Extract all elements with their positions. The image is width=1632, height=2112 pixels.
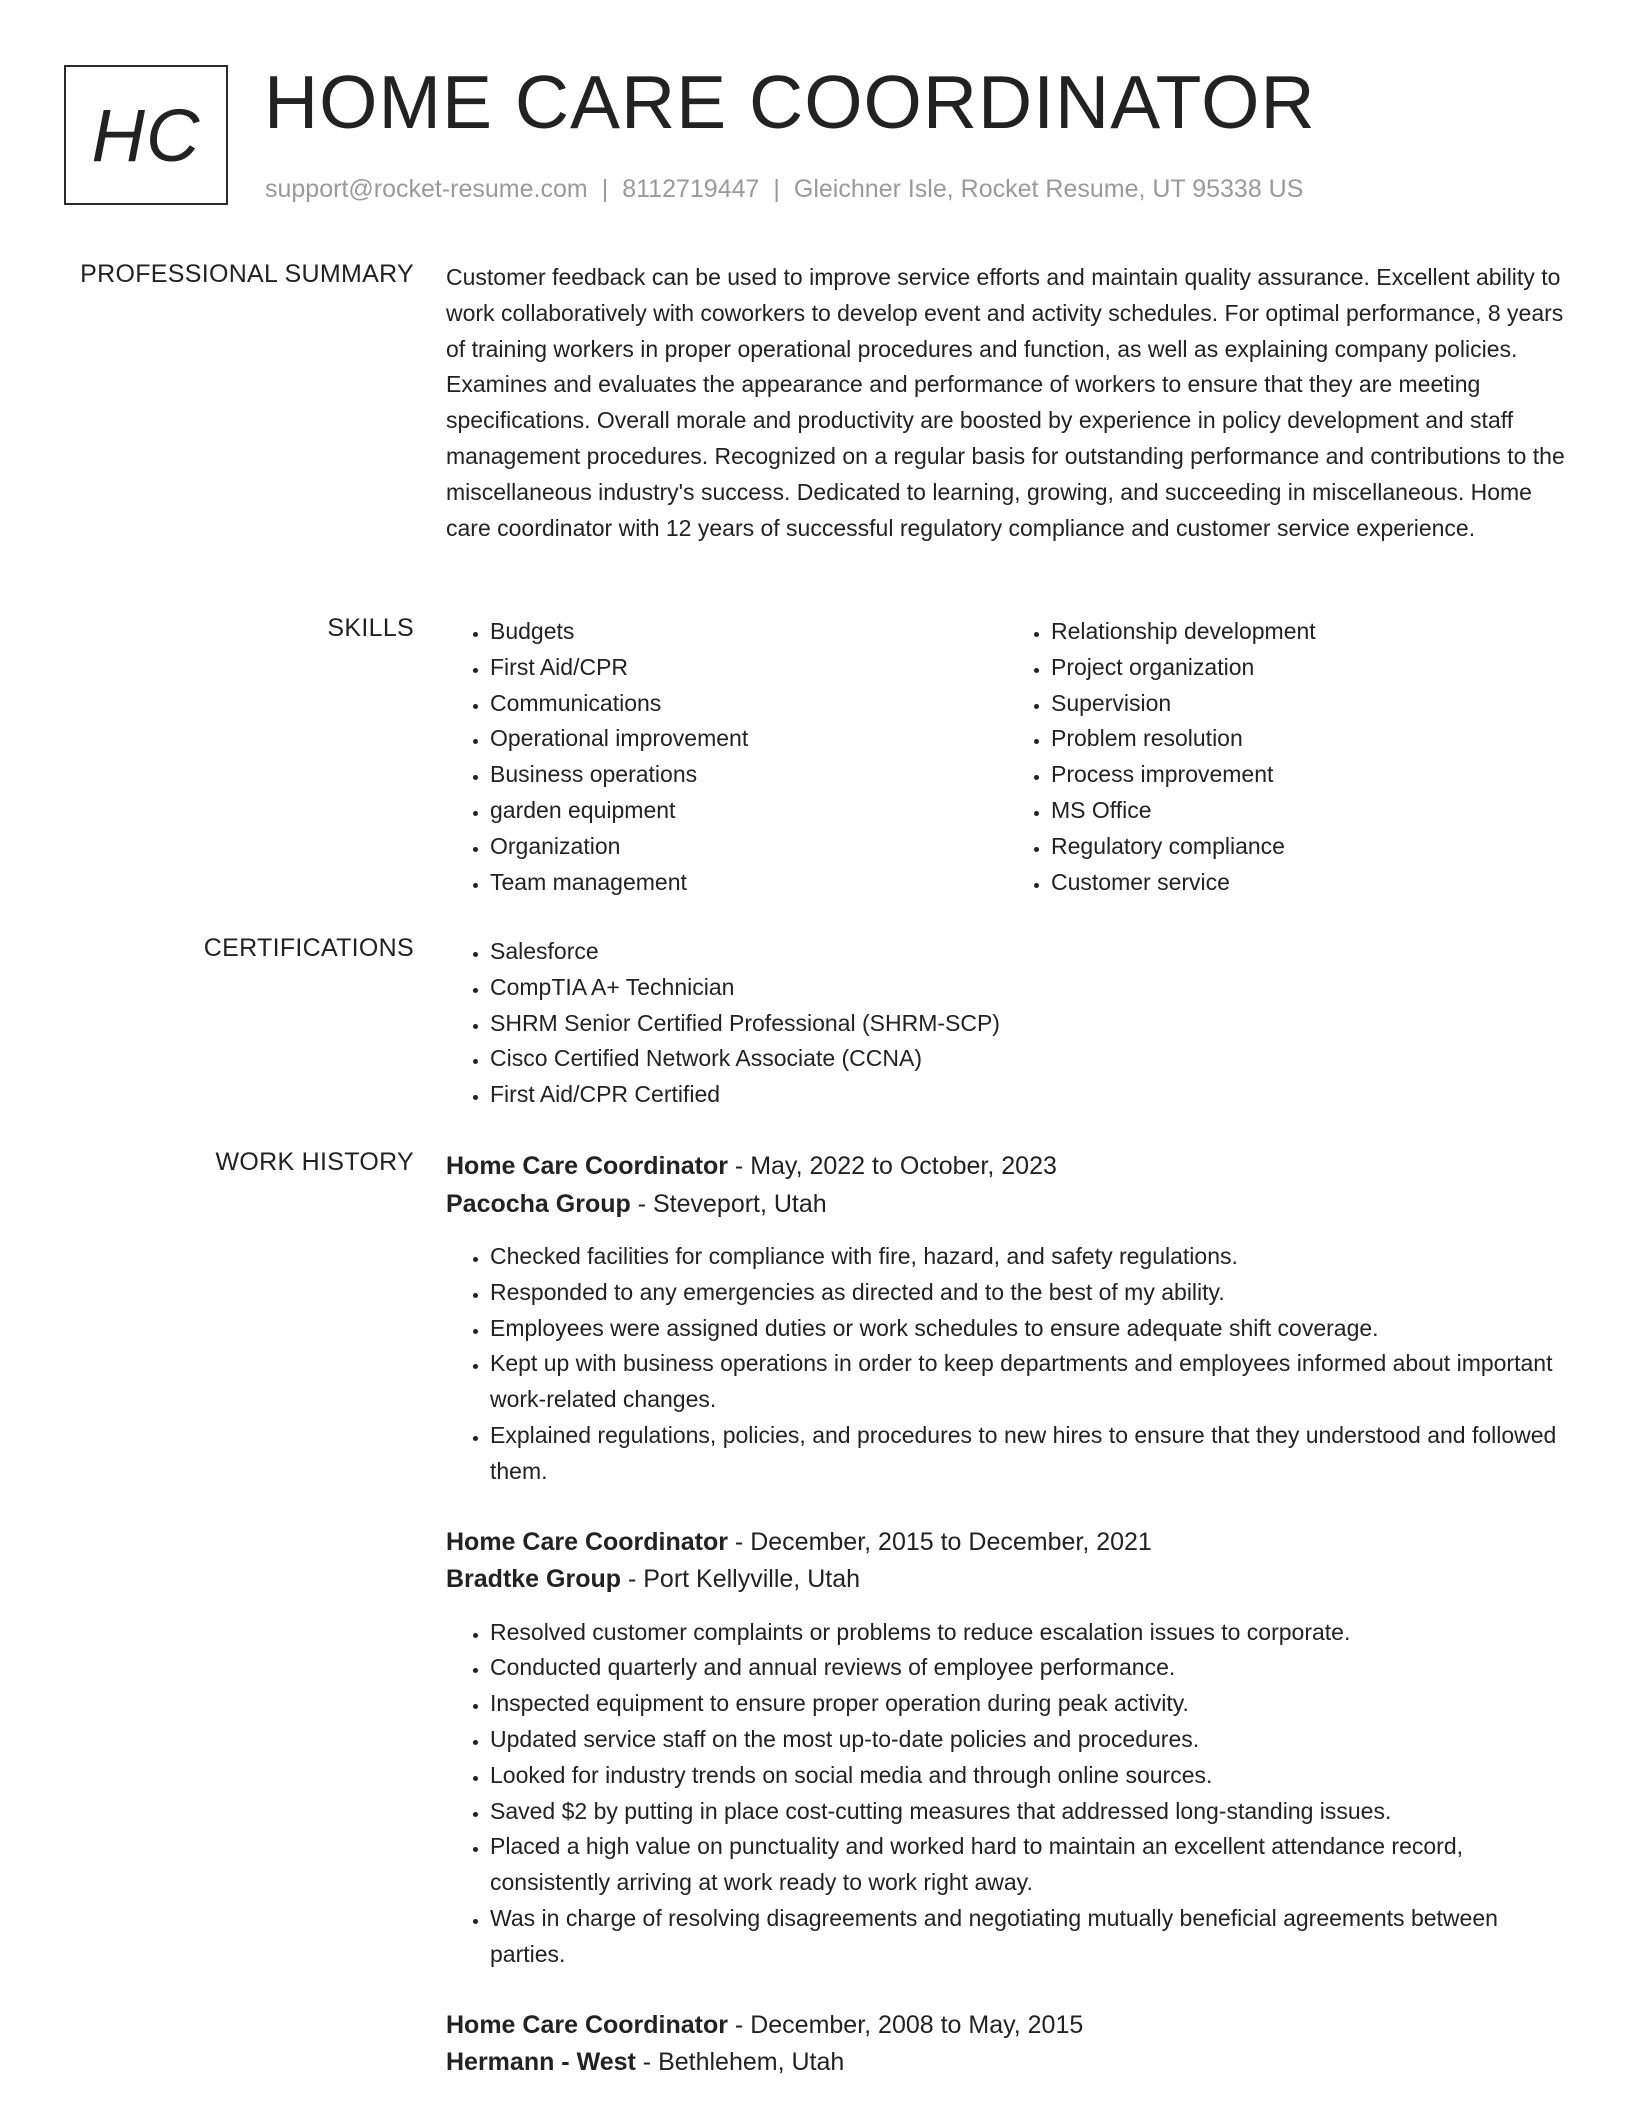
contact-address: Gleichner Isle, Rocket Resume, UT 95338 US (793, 175, 1304, 203)
job-title-line (446, 1524, 1568, 1562)
job-dash: - (727, 2010, 751, 2039)
skill-item: • garden equipment (490, 793, 1007, 829)
certification-item: • SHRM Senior Certified Professional (SHRM-SCP) (490, 1006, 1568, 1042)
section-heading-skills: SKILLS (327, 614, 414, 642)
contact-separator: | (601, 175, 609, 203)
job-duty: • Responded to any emergencies as directed and to the best of my ability. (490, 1275, 1568, 1311)
job-company-line (446, 1561, 1568, 1599)
skill-item: • Relationship development (1051, 614, 1568, 650)
skill-item: • Process improvement (1051, 757, 1568, 793)
certifications-list (446, 934, 1568, 1113)
job-duty: • Looked for industry trends on social media and through online sources. (490, 1758, 1568, 1794)
job-duties-list (446, 1239, 1568, 1490)
monogram-logo: HC (64, 65, 228, 205)
job-duty: • Conducted quarterly and annual reviews of employee performance. (490, 1650, 1568, 1686)
skill-item: • Regulatory compliance (1051, 829, 1568, 865)
job-duty: • Saved $2 by putting in place cost-cutting measures that addressed long-standing issues. (490, 1794, 1568, 1830)
skills-list-left (446, 614, 1007, 900)
skill-item: • Problem resolution (1051, 721, 1568, 757)
skills-grid (446, 614, 1568, 900)
job-company: Hermann - West (446, 2048, 636, 2077)
job-title-line (446, 1148, 1568, 1186)
job-entry (446, 1148, 1568, 1490)
skill-item: • Operational improvement (490, 721, 1007, 757)
section-heading-certifications: CERTIFICATIONS (203, 934, 414, 962)
job-company-line (446, 1186, 1568, 1224)
job-duty: • Placed a high value on punctuality and worked hard to maintain an excellent attendance record, consistently arriving at work ready to work right away. (490, 1829, 1568, 1901)
skills-list-right (1007, 614, 1568, 900)
job-title-line (446, 2007, 1568, 2045)
skill-item: • Team management (490, 865, 1007, 901)
job-dates: December, 2015 to December, 2021 (750, 1527, 1152, 1556)
summary-text: Customer feedback can be used to improve service efforts and maintain quality assurance. Excellent ability to work collaboratively with coworkers to develop event and activity schedules. For optimal performance, 8 years of training workers in proper operational procedures and function, as well as explaining company policies. Examines and evaluates the appearance and performance of workers to ensure that they are meeting specifications. Overall morale and productivity are boosted by experience in policy development and staff management procedures. Recognized on a regular basis for outstanding performance and contributions to the miscellaneous industry's success. Dedicated to learning, growing, and succeeding in miscellaneous. Home care coordinator with 12 years of successful regulatory compliance and customer service experience. (446, 264, 1565, 541)
job-duties-list (446, 1615, 1568, 1973)
skill-item: • Communications (490, 686, 1007, 722)
contact-line (265, 175, 1303, 204)
job-duty: • Inspected equipment to ensure proper operation during peak activity. (490, 1686, 1568, 1722)
skill-item: • Customer service (1051, 865, 1568, 901)
job-dash: - (621, 1565, 644, 1594)
job-duty: • Updated service staff on the most up-to-date policies and procedures. (490, 1722, 1568, 1758)
certification-item: • First Aid/CPR Certified (490, 1077, 1568, 1113)
job-location: Bethlehem, Utah (658, 2048, 845, 2077)
job-duty: • Kept up with business operations in order to keep departments and employees informed about important work-related changes. (490, 1346, 1568, 1418)
certification-item: • Salesforce (490, 934, 1568, 970)
job-duty: • Was in charge of resolving disagreements and negotiating mutually beneficial agreements between parties. (490, 1901, 1568, 1973)
skill-item: • Organization (490, 829, 1007, 865)
job-company: Pacocha Group (446, 1189, 631, 1218)
job-title: Home Care Coordinator (446, 2010, 728, 2039)
section-heading-work-history: WORK HISTORY (215, 1148, 414, 1176)
job-dates: December, 2008 to May, 2015 (750, 2010, 1084, 2039)
contact-separator: | (773, 175, 780, 203)
job-duty: • Explained regulations, policies, and procedures to new hires to ensure that they understood and followed them. (490, 1418, 1568, 1490)
section-heading-summary: PROFESSIONAL SUMMARY (80, 260, 414, 288)
job-location: Steveport, Utah (652, 1189, 827, 1218)
skill-item: • Business operations (490, 757, 1007, 793)
contact-phone[interactable]: 8112719447 (622, 175, 760, 203)
job-duty: • Checked facilities for compliance with fire, hazard, and safety regulations. (490, 1239, 1568, 1275)
job-company-line (446, 2044, 1568, 2082)
job-entry (446, 1524, 1568, 1973)
contact-email[interactable]: support@rocket-resume.com (265, 175, 588, 203)
job-company: Bradtke Group (446, 1565, 622, 1594)
job-dates: May, 2022 to October, 2023 (750, 1152, 1057, 1180)
job-duty: • Resolved customer complaints or problems to reduce escalation issues to corporate. (490, 1615, 1568, 1651)
certification-item: • CompTIA A+ Technician (490, 970, 1568, 1006)
job-dash: - (727, 1527, 751, 1556)
job-title: Home Care Coordinator (446, 1152, 728, 1180)
job-title: Home Care Coordinator (446, 1527, 728, 1556)
skill-item: • Budgets (490, 614, 1007, 650)
job-entry (446, 2007, 1568, 2082)
resume-title: HOME CARE COORDINATOR (264, 60, 1316, 144)
job-duty: • Employees were assigned duties or work schedules to ensure adequate shift coverage. (490, 1311, 1568, 1347)
certification-item: • Cisco Certified Network Associate (CCNA) (490, 1041, 1568, 1077)
job-location: Port Kellyville, Utah (643, 1565, 860, 1594)
job-dash: - (727, 1152, 751, 1180)
skill-item: • Project organization (1051, 650, 1568, 686)
job-dash: - (635, 2048, 659, 2077)
resume-header (64, 60, 1584, 215)
skill-item: • First Aid/CPR (490, 650, 1007, 686)
job-dash: - (630, 1189, 653, 1218)
skill-item: • Supervision (1051, 686, 1568, 722)
skill-item: • MS Office (1051, 793, 1568, 829)
